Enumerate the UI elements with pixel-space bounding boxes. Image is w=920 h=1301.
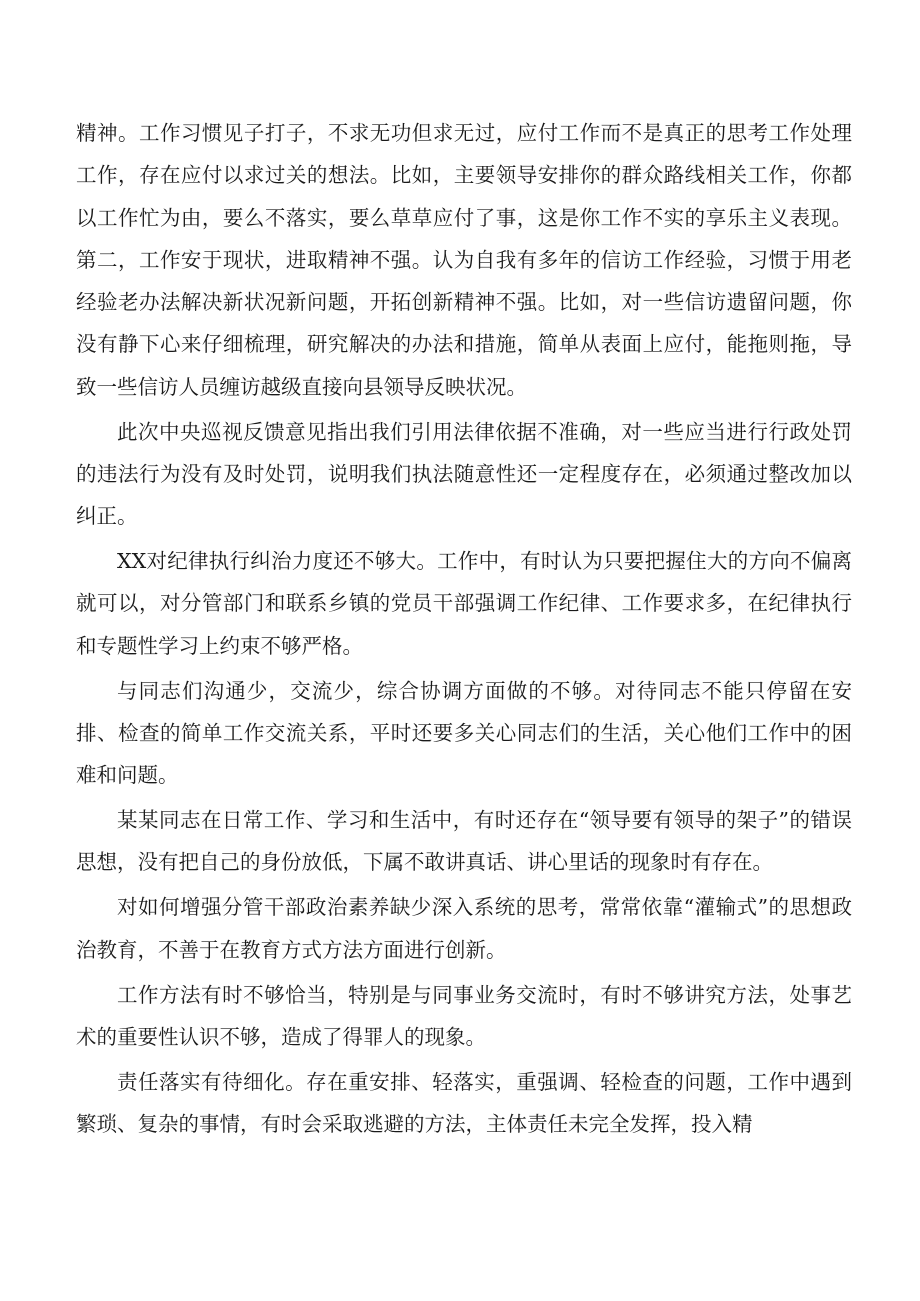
- paragraph-4: 与同志们沟通少，交流少，综合协调方面做的不够。对待同志不能只停留在安排、检查的简单工作交流关系，平时还要多关心同志们的生活，关心他们工作中的困难和问题。: [76, 678, 852, 788]
- paragraph-7: 工作方法有时不够恰当，特别是与同事业务交流时，有时不够讲究方法，处事艺术的重要性认识不够，造成了得罪人的现象。: [76, 982, 852, 1049]
- paragraph-1: 精神。工作习惯见子打子，不求无功但求无过，应付工作而不是真正的思考工作处理工作，存在应付以求过关的想法。比如，主要领导安排你的群众路线相关工作，你都以工作忙为由，要么不落实，要么草草应付了事，这是你工作不实的享乐主义表现。第二，工作安于现状，进取精神不强。认为自我有多年的信访工作经验，习惯于用老经验老办法解决新状况新问题，开拓创新精神不强。比如，对一些信访遗留问题，你没有静下心来仔细梳理，研究解决的办法和措施，简单从表面上应付，能拖则拖，导致一些信访人员缠访越级直接向县领导反映状况。: [76, 121, 852, 399]
- paragraph-5: 某某同志在日常工作、学习和生活中，有时还存在“领导要有领导的架子”的错误思想，没有把自己的身份放低，下属不敢讲真话、讲心里话的现象时有存在。: [76, 808, 852, 875]
- paragraph-2: 此次中央巡视反馈意见指出我们引用法律依据不准确，对一些应当进行行政处罚的违法行为没有及时处罚，说明我们执法随意性还一定程度存在，必须通过整改加以纠正。: [76, 419, 852, 529]
- paragraph-3: XX对纪律执行纠治力度还不够大。工作中，有时认为只要把握住大的方向不偏离就可以，对分管部门和联系乡镇的党员干部强调工作纪律、工作要求多，在纪律执行和专题性学习上约束不够严格。: [76, 549, 852, 658]
- document-body: [76, 112, 852, 1148]
- paragraph-6: 对如何增强分管干部政治素养缺少深入系统的思考，常常依靠“灌输式”的思想政治教育，不善于在教育方式方法方面进行创新。: [76, 895, 852, 962]
- paragraph-8: 责任落实有待细化。存在重安排、轻落实，重强调、轻检查的问题，工作中遇到繁琐、复杂的事情，有时会采取逃避的方法，主体责任未完全发挥，投入精: [76, 1069, 852, 1136]
